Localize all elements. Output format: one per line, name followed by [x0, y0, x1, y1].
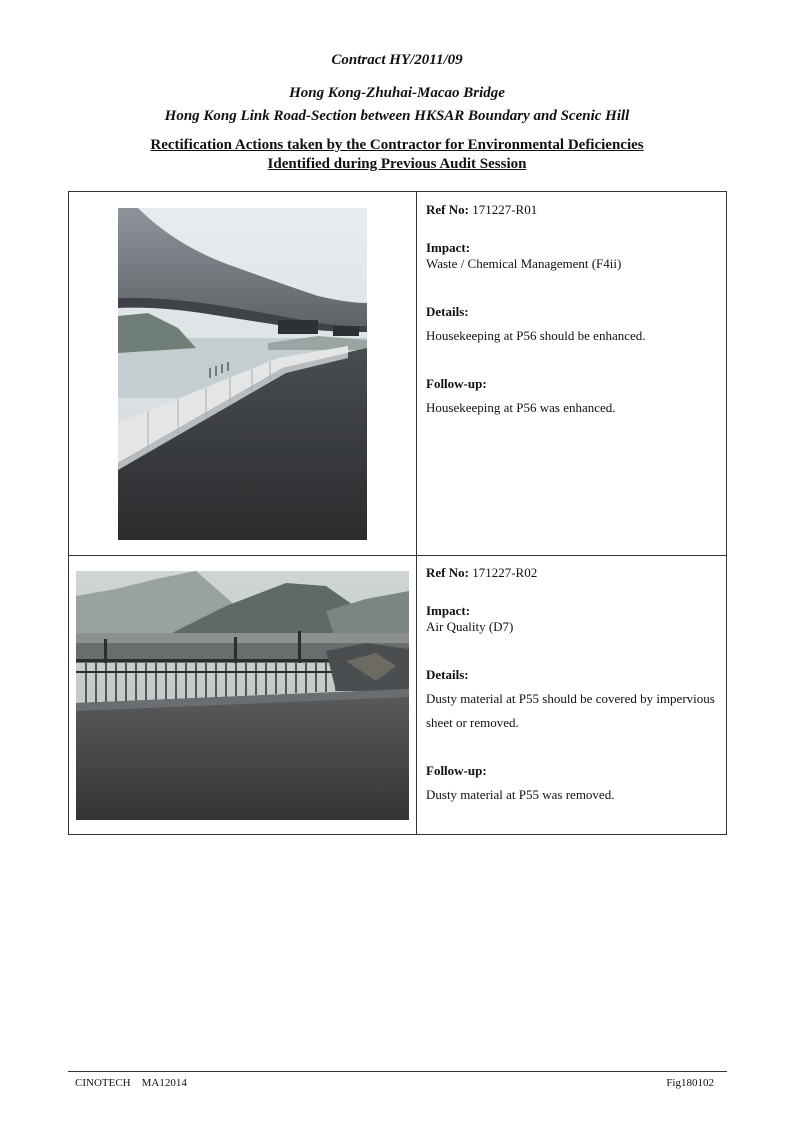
- followup-value: Dusty material at P55 was removed.: [426, 787, 615, 802]
- page-subtitle: Identified during Previous Audit Session: [267, 156, 527, 172]
- footer-company: CINOTECH MA12014: [75, 1077, 187, 1089]
- impact-label: Impact:: [426, 603, 471, 618]
- footer-figure-number: Fig180102: [666, 1077, 714, 1089]
- project-name: Hong Kong-Zhuhai-Macao Bridge: [289, 85, 505, 101]
- contract-number: Contract HY/2011/09: [331, 52, 463, 68]
- impact-label: Impact:: [426, 240, 471, 255]
- rectification-table: [68, 191, 727, 835]
- project-section: Hong Kong Link Road-Section between HKSAR Boundary and Scenic Hill: [164, 108, 630, 124]
- ref-label: Ref No:: [426, 565, 469, 580]
- details-label: Details:: [426, 304, 469, 319]
- followup-value: Housekeeping at P56 was enhanced.: [426, 400, 616, 415]
- bridge-deck-photo: [118, 208, 367, 540]
- deck-railing-mountains-photo: [76, 571, 409, 820]
- followup-label: Follow-up:: [426, 763, 487, 778]
- details-value-line1: Dusty material at P55 should be covered by impervious: [426, 691, 715, 706]
- footer-divider: [68, 1071, 727, 1072]
- impact-value: Waste / Chemical Management (F4ii): [426, 256, 622, 271]
- page-title: Rectification Actions taken by the Contractor for Environmental Deficiencies: [150, 137, 644, 153]
- details-value: Housekeeping at P56 should be enhanced.: [426, 328, 646, 343]
- details-label: Details:: [426, 667, 469, 682]
- ref-label: Ref No:: [426, 202, 469, 217]
- row-divider: [69, 555, 726, 556]
- details-value-line2: sheet or removed.: [426, 715, 519, 730]
- ref-number: 171227-R01: [472, 202, 538, 217]
- ref-number: 171227-R02: [472, 565, 538, 580]
- impact-value: Air Quality (D7): [426, 619, 514, 634]
- followup-label: Follow-up:: [426, 376, 487, 391]
- column-divider: [416, 192, 417, 834]
